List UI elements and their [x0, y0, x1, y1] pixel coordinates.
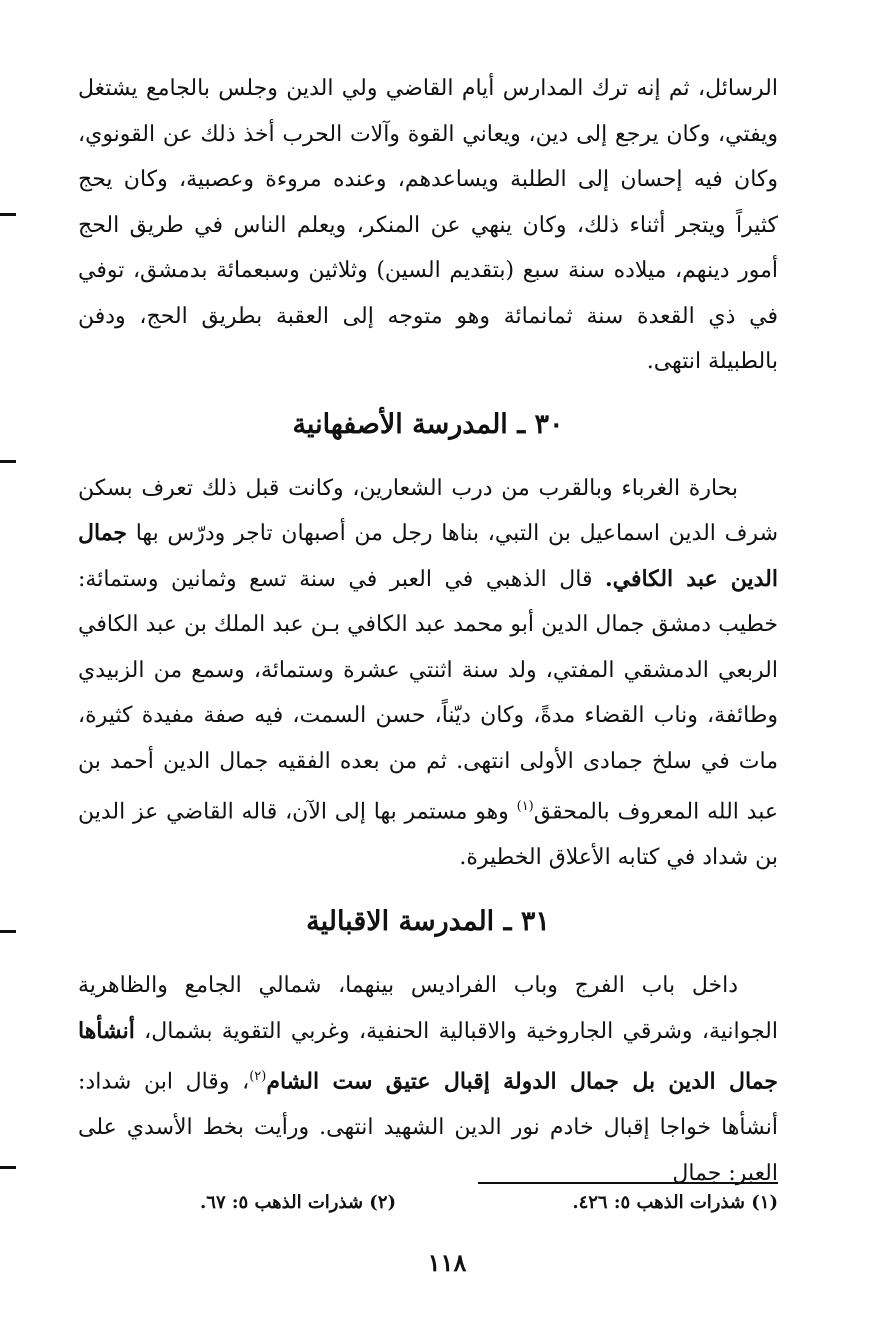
section-heading-31: ٣١ ـ المدرسة الاقبالية — [306, 906, 550, 938]
paragraph-2-text-c: قال الذهبي في العبر في سنة تسع وثمانين وستمائة: خطيب دمشق جمال الدين أبو محمد عبد الكافي بـن عبد الملك بن عبد الكافي الربعي الدمشقي المفتي، ولد سنة اثنتي عشرة وستمائة، وسمع من الزبيدي وطائفة، وناب القضاء مدةً، وكان ديّناً، حسن السمت، فيه صفة مفيدة كثيرة، مات في سلخ جمادى الأولى انتهى. ثم من بعده الفقيه جمال الدين أحمد بن عبد الله المعروف بالمحقق — [78, 566, 778, 825]
margin-mark — [0, 460, 16, 463]
paragraph-3-bold-founder: أنشأها جمال الدين بل جمال الدولة إقبال عتيق ست الشام — [78, 1017, 778, 1095]
section-heading-30: ٣٠ ـ المدرسة الأصفهانية — [292, 408, 564, 440]
margin-mark — [0, 930, 16, 933]
footnotes — [200, 1192, 778, 1213]
paragraph-2-text-a: بحارة الغرباء وبالقرب من درب الشعارين، وكانت قبل ذلك تعرف بسكن شرف الدين اسماعيل بن التبي، بناها رجل من أصبهان تاجر ودرّس بها — [78, 475, 778, 546]
footnote-ref-2: (٢) — [249, 1069, 267, 1085]
page-number: ١١٨ — [427, 1248, 467, 1277]
margin-mark — [0, 1166, 16, 1169]
paragraph-3 — [78, 963, 778, 1196]
paragraph-2-text-d: وهو مستمر بها إلى الآن، قاله القاضي عز الدين بن شداد في كتابه الأعلاق الخطيرة. — [78, 799, 778, 870]
footnote-1: (١) شذرات الذهب ٥: ٤٢٦. — [572, 1192, 778, 1213]
margin-mark — [0, 213, 16, 216]
page-body — [78, 66, 778, 1196]
paragraph-1-text: الرسائل، ثم إنه ترك المدارس أيام القاضي ولي الدين وجلس بالجامع يشتغل ويفتي، وكان يرجع إلى دين، ويعاني القوة وآلات الحرب أخذ ذلك عن القونوي، وكان فيه إحسان إلى الطلبة ويساعدهم، وعنده مروءة وعصبية، وكان يحج كثيراً ويتجر أثناء ذلك، وكان ينهي عن المنكر، ويعلم الناس في طريق الحج أمور دينهم، ميلاده سنة سبع (بتقديم السين) وثلاثين وسبعمائة بدمشق، توفي في ذي القعدة سنة ثمانمائة وهو متوجه إلى العقبة بطريق الحج، ودفن بالطبيلة انتهى. — [78, 76, 778, 374]
paragraph-2-bold-name: جمال الدين عبد الكافي. — [78, 520, 778, 592]
footnote-2: (٢) شذرات الذهب ٥: ٦٧. — [200, 1192, 397, 1213]
paragraph-3-text-c: ، وقال ابن شداد: أنشأها خواجا إقبال خادم نور الدين الشهيد انتهى. ورأيت بخط الأسدي على العبر: جمال — [78, 1069, 778, 1186]
paragraph-3-text-a: داخل باب الفرج وباب الفراديس بينهما، شمالي الجامع والظاهرية الجوانية، وشرقي الجاروخية والاقبالية الحنفية، وغربي التقوية بشمال، — [78, 973, 778, 1044]
footnote-ref-1: (١) — [516, 799, 534, 814]
paragraph-1 — [78, 66, 778, 385]
paragraph-2 — [78, 466, 778, 881]
footnote-divider — [478, 1182, 778, 1184]
